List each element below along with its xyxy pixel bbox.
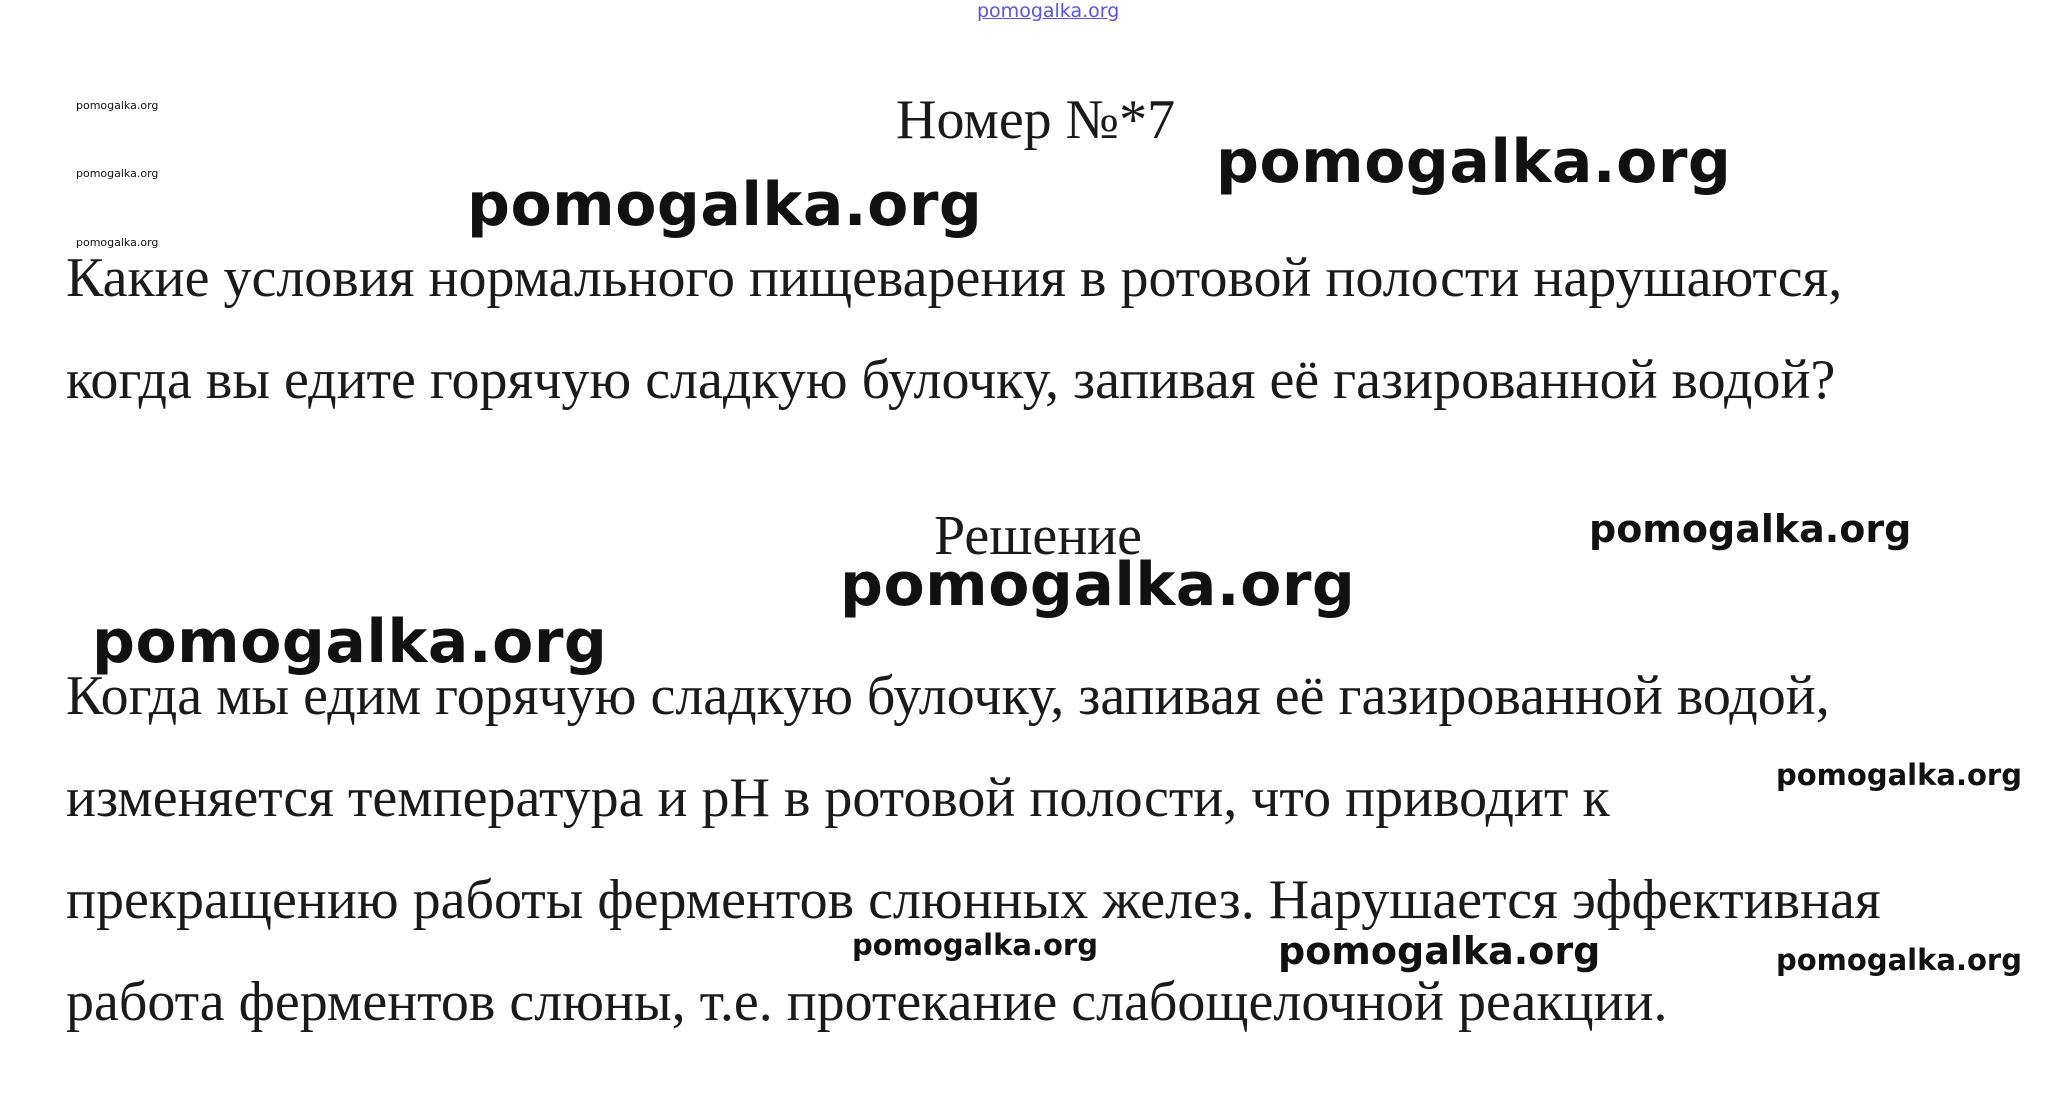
watermark-tiny: pomogalka.org: [76, 167, 159, 180]
watermark-large: pomogalka.org: [92, 607, 608, 677]
watermark-tiny: pomogalka.org: [76, 99, 159, 112]
watermark-top-link[interactable]: pomogalka.org: [977, 0, 1120, 22]
watermark-large: pomogalka.org: [1216, 127, 1732, 197]
answer-text: [66, 645, 2026, 1053]
watermark-large: pomogalka.org: [467, 170, 983, 240]
question-line: Какие условия нормального пищеварения в ротовой полости нарушаются,: [66, 247, 1843, 309]
watermark-small: pomogalka.org: [1776, 758, 2022, 792]
answer-line: работа ферментов слюны, т.е. протекание слабощелочной реакции.: [66, 971, 1668, 1033]
watermark-medium: pomogalka.org: [1278, 929, 1601, 973]
answer-line: Когда мы едим горячую сладкую булочку, запивая её газированной водой,: [66, 665, 1830, 727]
watermark-small: pomogalka.org: [852, 928, 1098, 962]
answer-line: прекращению работы ферментов слюнных желез. Нарушается эффективная: [66, 869, 1881, 931]
watermark-small: pomogalka.org: [1776, 943, 2022, 977]
answer-line: изменяется температура и pH в ротовой полости, что приводит к: [66, 767, 1610, 829]
watermark-medium: pomogalka.org: [1589, 507, 1912, 551]
question-line: когда вы едите горячую сладкую булочку, запивая её газированной водой?: [66, 349, 1836, 411]
task-title: Номер №*7: [896, 89, 1176, 151]
watermark-large: pomogalka.org: [840, 550, 1356, 620]
watermark-tiny: pomogalka.org: [76, 236, 159, 249]
solution-title: Решение: [934, 505, 1143, 567]
question-text: [66, 227, 2026, 431]
